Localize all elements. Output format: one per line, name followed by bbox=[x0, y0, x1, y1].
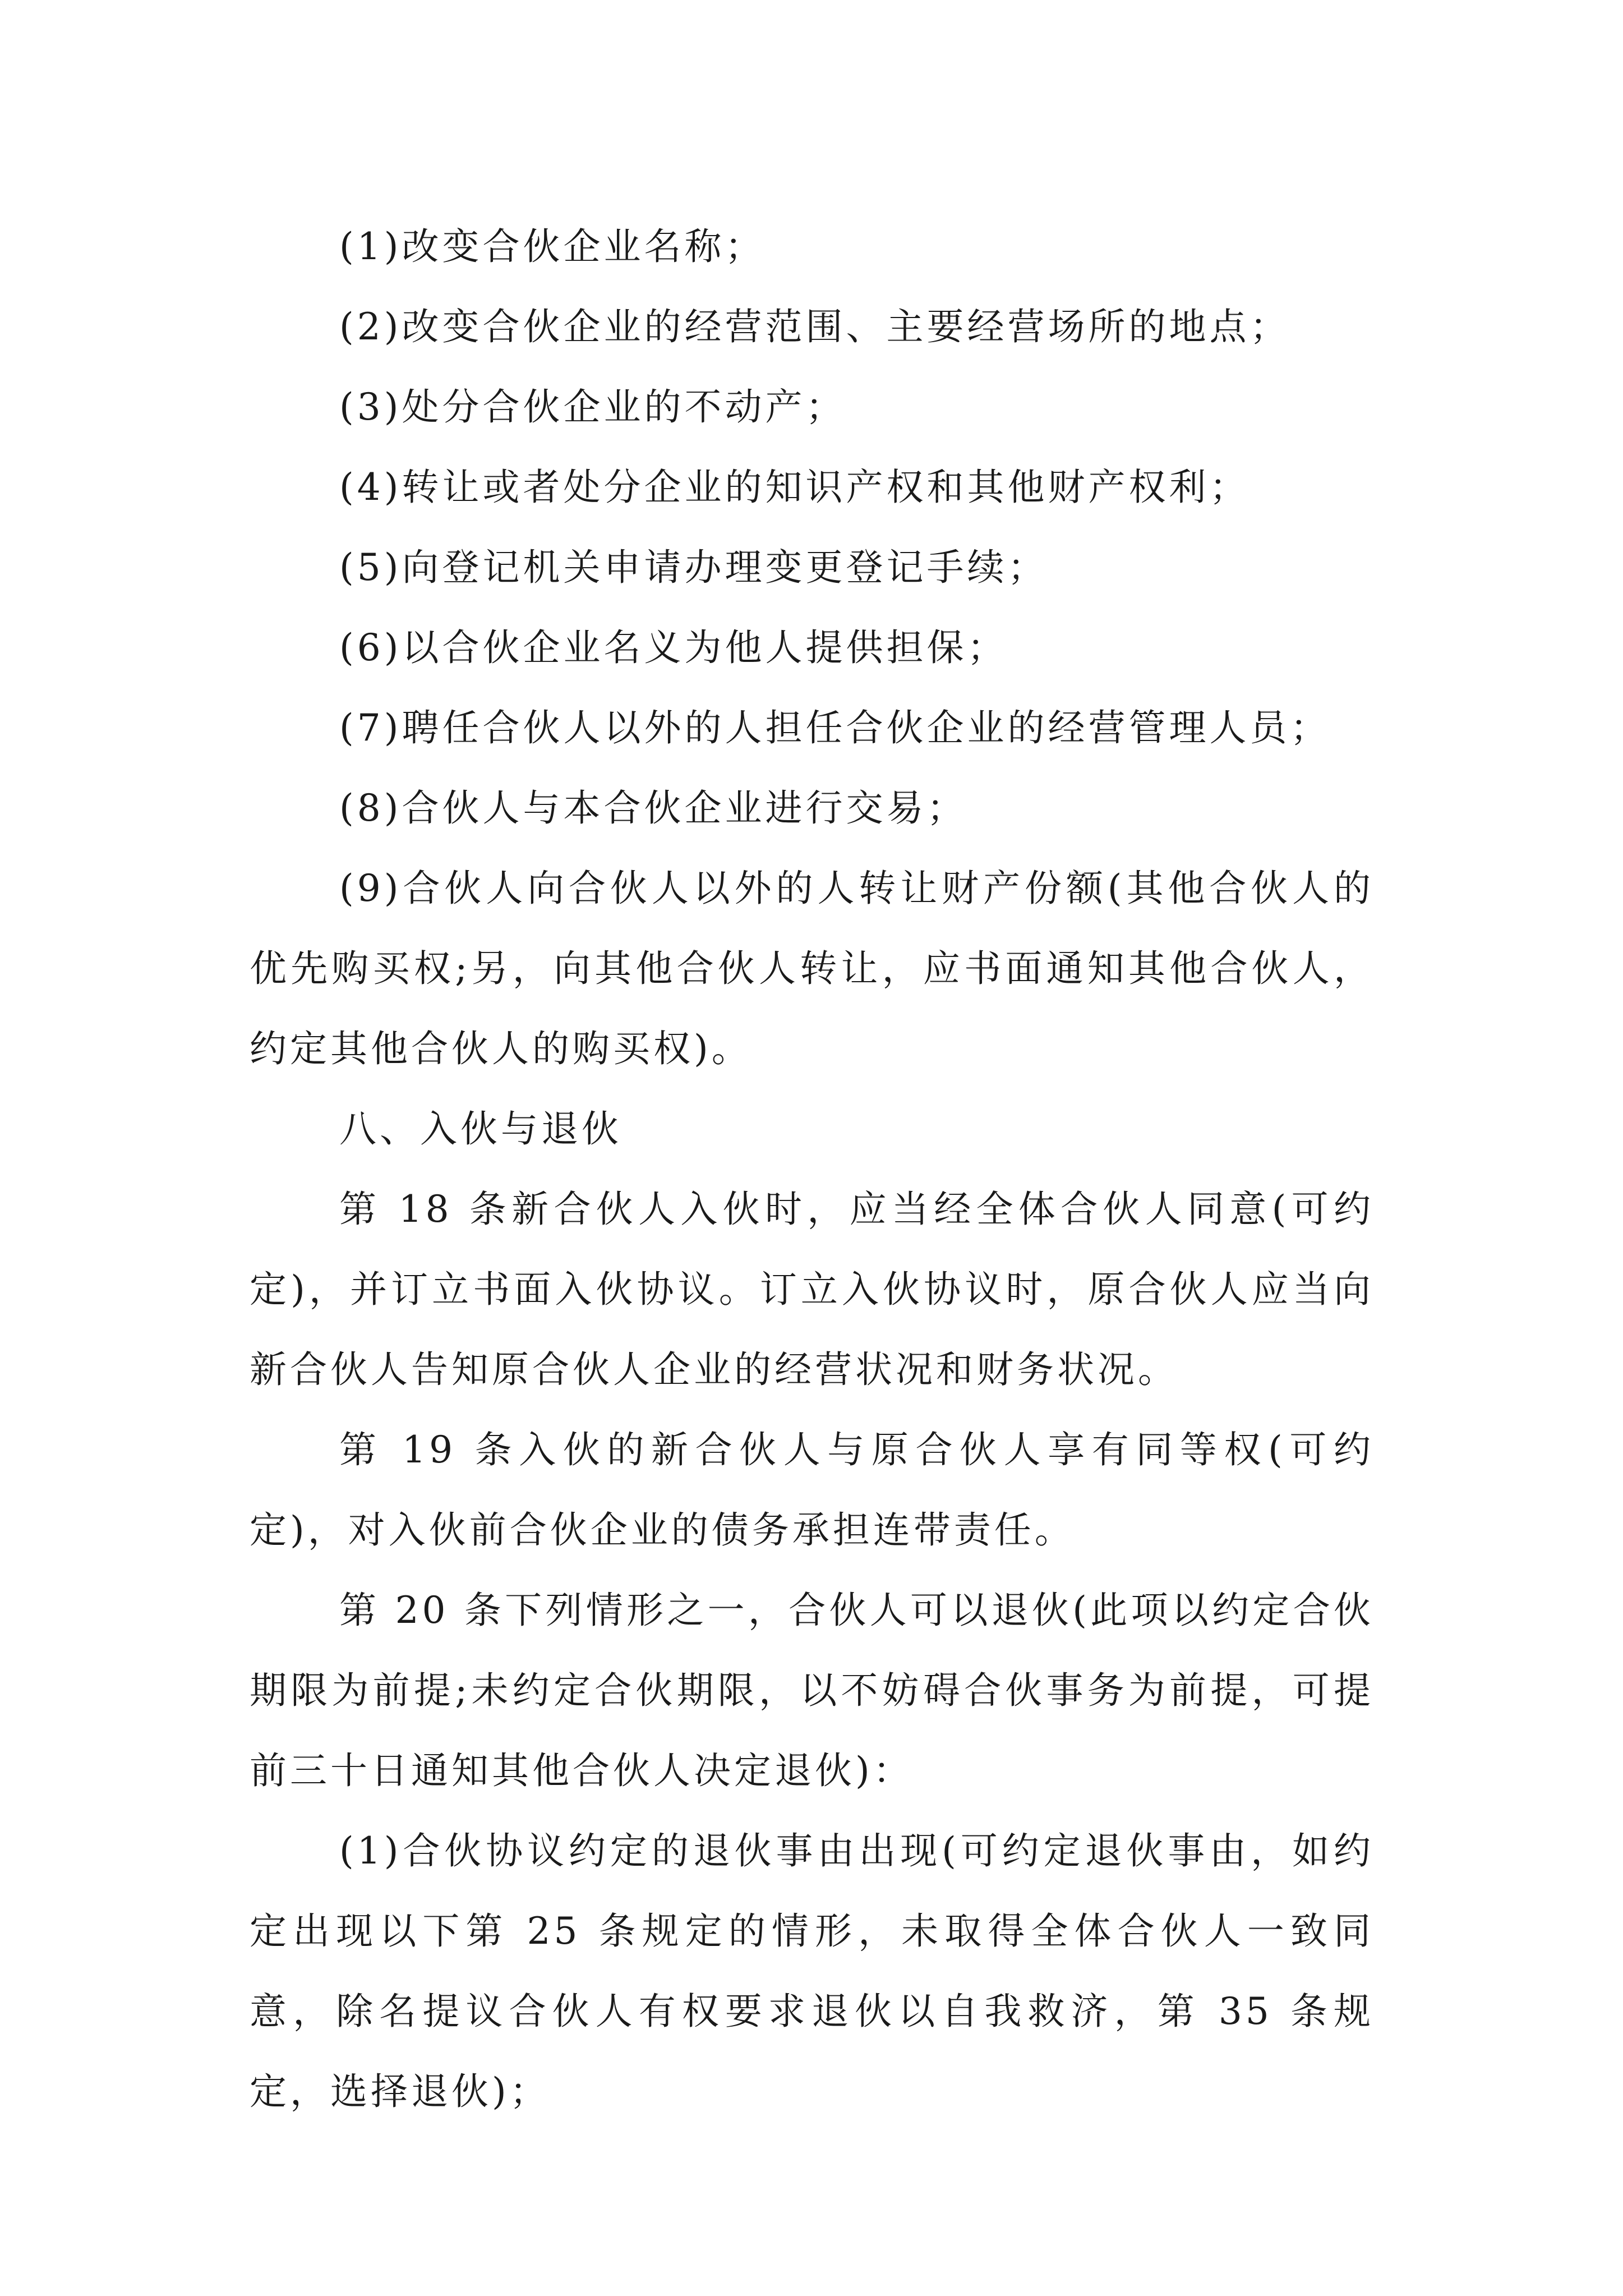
clause-item-8: (8)合伙人与本合伙企业进行交易； bbox=[339, 786, 967, 830]
article-18: 第 18 条新合伙人入伙时，应当经全体合伙人同意(可约定)，并订立书面入伙协议。订立入伙协议时，原合伙人应当向新合伙人告知原合伙人企业的经营状况和财务状况。 bbox=[250, 1188, 1374, 1391]
article-19: 第 19 条入伙的新合伙人与原合伙人享有同等权(可约定)，对入伙前合伙企业的债务承担连带责任。 bbox=[250, 1428, 1374, 1552]
section-heading: 八、入伙与退伙 bbox=[339, 1107, 622, 1151]
clause-item-7: (7)聘任合伙人以外的人担任合伙企业的经营管理人员； bbox=[339, 706, 1331, 749]
clause-item-5: (5)向登记机关申请办理变更登记手续； bbox=[339, 546, 1048, 589]
clause-item-4: (4)转让或者处分企业的知识产权和其他财产权利； bbox=[339, 466, 1250, 509]
clause-item-2: (2)改变合伙企业的经营范围、主要经营场所的地点； bbox=[339, 305, 1290, 348]
article-20: 第 20 条下列情形之一，合伙人可以退伙(此项以约定合伙期限为前提;未约定合伙期限，以不妨碍合伙事务为前提，可提前三十日通知其他合伙人决定退伙)： bbox=[250, 1589, 1374, 1792]
clause-item-6: (6)以合伙企业名义为他人提供担保； bbox=[339, 626, 1008, 669]
clause-item-3: (3)处分合伙企业的不动产； bbox=[339, 385, 846, 429]
clause-item-9: (9)合伙人向合伙人以外的人转让财产份额(其他合伙人的优先购买权;另，向其他合伙人转让，应书面通知其他合伙人，约定其他合伙人的购买权)。 bbox=[250, 867, 1374, 1070]
document-body bbox=[250, 206, 1374, 2132]
clause-item-1: (1)改变合伙企业名称； bbox=[339, 225, 766, 268]
article-20-item-1: (1)合伙协议约定的退伙事由出现(可约定退伙事由，如约定出现以下第 25 条规定的情形，未取得全体合伙人一致同意，除名提议合伙人有权要求退伙以自我救济，第 35 条规定，选择退伙)； bbox=[250, 1829, 1374, 2113]
